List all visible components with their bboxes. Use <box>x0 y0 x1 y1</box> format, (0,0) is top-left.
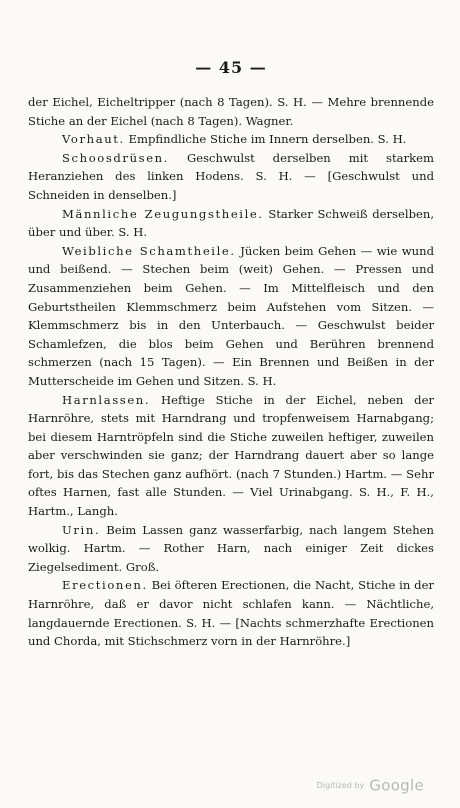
paragraph-text: Beim Lassen ganz wasserfarbig, nach langem Stehen wolkig. Hartm. — Rother Harn, nach einiger Zeit dickes Ziegelsediment. Groß. <box>28 522 435 574</box>
paragraph-term: Männliche Zeugungstheile. <box>62 206 264 221</box>
paragraph-text: der Eichel, Eicheltripper (nach 8 Tagen). S. H. — Mehre brennende Stiche an der Eichel (nach 8 Tagen). Wagner. <box>28 95 434 128</box>
paragraph-weibliche-schamtheile <box>28 242 434 391</box>
paragraph-text: Empfindliche Stiche im Innern derselben. S. H. <box>128 132 407 147</box>
paragraph-term: Schoosdrüsen. <box>62 150 170 165</box>
digitized-by-google-watermark <box>317 775 424 795</box>
paragraph-text: Geschwulst derselben mit starkem Heranziehen des linken Hodens. S. H. — [Geschwulst und Schneiden in denselben.] <box>28 150 434 202</box>
paragraph-text: Bei öfteren Erectionen, die Nacht, Stiche in der Harnröhre, daß er davor nicht schlafen kann. — Nächtliche, langdauernde Erectionen. S. H. — [Nachts schmerzhafte Erectionen und Chorda, mit Stichschmerz vorn in der Harnröhre.] <box>28 578 435 649</box>
book-page <box>28 58 434 651</box>
google-logo-text: Google <box>369 776 424 795</box>
paragraph-text: Jücken beim Gehen — wie wund und beißend. — Stechen beim (weit) Gehen. — Pressen und Zusammenziehen beim Gehen. — Im Mittelfleisch und den Geburtstheilen Klemmschmerz beim Aufstehen vom Sitzen. — Klemmschmerz bis in den Unterbauch. — Geschwulst beider Schamlefzen, die blos beim Gehen und Berühren brennend schmerzen (nach 15 Tagen). — Ein Brennen und Beißen in der Mutterscheide im Gehen und Sitzen. S. H. <box>28 243 435 388</box>
paragraph-schoosdruesen <box>28 149 434 205</box>
paragraph-continuation <box>28 93 434 130</box>
page-number: — 45 — <box>195 58 267 77</box>
paragraph-maennliche-zeugungstheile <box>28 205 434 242</box>
paragraph-erectionen <box>28 576 434 650</box>
paragraph-text: Heftige Stiche in der Eichel, neben der Harnröhre, stets mit Harndrang und tropfenweisem Harnabgang; bei diesem Harntröpfeln sind die Stiche zuweilen heftiger, zuweilen aber verschwinden sie ganz; der Harndrang dauert aber so lange fort, bis das Stechen ganz aufhört. (nach 7 Stunden.) Hartm. — Sehr oftes Harnen, fast alle Stunden. — Viel Urinabgang. S. H., F. H., Hartm., Langh. <box>28 392 435 519</box>
paragraph-term: Harnlassen. <box>62 392 151 407</box>
paragraph-urin <box>28 521 434 577</box>
paragraph-term: Urin. <box>62 522 101 537</box>
watermark-prefix: Digitized by <box>316 781 365 790</box>
paragraph-vorhaut <box>28 130 434 149</box>
paragraph-term: Vorhaut. <box>62 132 125 147</box>
paragraph-text: Starker Schweiß derselben, über und über. S. H. <box>28 206 434 240</box>
paragraph-harnlassen <box>28 391 434 521</box>
paragraph-term: Erectionen. <box>62 578 148 593</box>
paragraph-term: Weibliche Schamtheile. <box>62 243 236 258</box>
